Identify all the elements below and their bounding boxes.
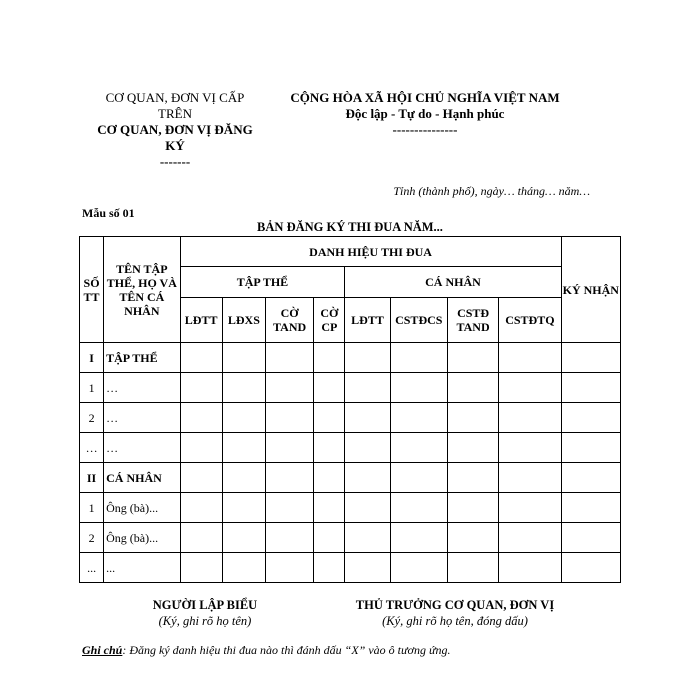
row-stt: ... — [80, 553, 104, 583]
mark-cell[interactable] — [345, 373, 390, 403]
row-name: … — [104, 403, 180, 433]
head-instruction: (Ký, ghi rõ họ tên, đóng dấu) — [382, 614, 528, 628]
registering-agency-line2: KÝ — [165, 138, 185, 153]
header-emulation-titles: DANH HIỆU THI ĐUA — [180, 237, 561, 267]
mark-cell[interactable] — [447, 373, 498, 403]
mark-cell[interactable] — [499, 523, 561, 553]
national-title: CỘNG HÒA XÃ HỘI CHỦ NGHĨA VIỆT NAM — [290, 90, 560, 105]
national-heading-block — [280, 90, 570, 138]
mark-cell[interactable] — [180, 373, 222, 403]
mark-cell[interactable] — [314, 373, 345, 403]
table-row — [80, 343, 621, 373]
mark-cell[interactable] — [345, 403, 390, 433]
mark-cell[interactable] — [345, 493, 390, 523]
mark-cell[interactable] — [314, 523, 345, 553]
row-name: … — [104, 373, 180, 403]
sign-cell[interactable] — [561, 553, 620, 583]
mark-cell[interactable] — [180, 463, 222, 493]
mark-cell[interactable] — [447, 403, 498, 433]
mark-cell[interactable] — [447, 343, 498, 373]
mark-cell[interactable] — [180, 343, 222, 373]
footnote-text: : Đăng ký danh hiệu thi đua nào thì đánh dấu “X” vào ô tương ứng. — [122, 643, 451, 657]
mark-cell[interactable] — [447, 553, 498, 583]
mark-cell[interactable] — [265, 343, 313, 373]
table-row — [80, 403, 621, 433]
mark-cell[interactable] — [180, 493, 222, 523]
head-title: THỦ TRƯỞNG CƠ QUAN, ĐƠN VỊ — [355, 598, 555, 612]
row-stt: I — [80, 343, 104, 373]
mark-cell[interactable] — [390, 553, 447, 583]
mark-cell[interactable] — [265, 493, 313, 523]
row-stt: II — [80, 463, 104, 493]
table-row — [80, 373, 621, 403]
header-collective-ldtt: LĐTT — [180, 298, 222, 343]
row-name: ... — [104, 553, 180, 583]
mark-cell[interactable] — [180, 553, 222, 583]
mark-cell[interactable] — [390, 343, 447, 373]
table-row — [80, 463, 621, 493]
header-individual-cstdcs: CSTĐCS — [390, 298, 447, 343]
mark-cell[interactable] — [180, 403, 222, 433]
mark-cell[interactable] — [447, 433, 498, 463]
sign-cell[interactable] — [561, 463, 620, 493]
sign-cell[interactable] — [561, 403, 620, 433]
mark-cell[interactable] — [222, 523, 265, 553]
mark-cell[interactable] — [345, 553, 390, 583]
place-date-line: Tỉnh (thành phố), ngày… tháng… năm… — [393, 184, 590, 198]
header-collective-co-tand: CỜ TAND — [265, 298, 313, 343]
header-name: TÊN TẬP THỂ, HỌ VÀ TÊN CÁ NHÂN — [104, 237, 180, 343]
agency-divider: ------- — [159, 154, 191, 169]
mark-cell[interactable] — [222, 343, 265, 373]
header-collective-ldxs: LĐXS — [222, 298, 265, 343]
row-name: Ông (bà)... — [104, 523, 180, 553]
header-individual-cstd-tand: CSTĐ TAND — [447, 298, 498, 343]
mark-cell[interactable] — [499, 463, 561, 493]
registration-table — [79, 236, 621, 583]
header-individual-cstdtq: CSTĐTQ — [499, 298, 561, 343]
parent-agency-line2: TRÊN — [158, 106, 192, 121]
header-sign: KÝ NHẬN — [561, 237, 620, 343]
row-stt: 1 — [80, 493, 104, 523]
mark-cell[interactable] — [222, 553, 265, 583]
sign-cell[interactable] — [561, 433, 620, 463]
row-stt: 1 — [80, 373, 104, 403]
mark-cell[interactable] — [314, 553, 345, 583]
table-row — [80, 433, 621, 463]
row-name: … — [104, 433, 180, 463]
mark-cell[interactable] — [222, 463, 265, 493]
row-name: CÁ NHÂN — [104, 463, 180, 493]
mark-cell[interactable] — [345, 523, 390, 553]
header-stt: SỐ TT — [80, 237, 104, 343]
mark-cell[interactable] — [180, 433, 222, 463]
row-name: TẬP THỂ — [104, 343, 180, 373]
mark-cell[interactable] — [222, 373, 265, 403]
mark-cell[interactable] — [390, 433, 447, 463]
mark-cell[interactable] — [265, 553, 313, 583]
mark-cell[interactable] — [499, 553, 561, 583]
mark-cell[interactable] — [390, 493, 447, 523]
document-title: BẢN ĐĂNG KÝ THI ĐUA NĂM... — [257, 220, 443, 234]
mark-cell[interactable] — [499, 373, 561, 403]
sign-cell[interactable] — [561, 343, 620, 373]
mark-cell[interactable] — [265, 433, 313, 463]
table-row — [80, 493, 621, 523]
motto-divider: --------------- — [392, 122, 458, 137]
table-row — [80, 553, 621, 583]
preparer-title: NGƯỜI LẬP BIỂU — [152, 598, 258, 612]
mark-cell[interactable] — [345, 343, 390, 373]
header-individual-ldtt: LĐTT — [345, 298, 390, 343]
mark-cell[interactable] — [447, 523, 498, 553]
footnote — [82, 643, 451, 658]
mark-cell[interactable] — [265, 463, 313, 493]
sign-cell[interactable] — [561, 523, 620, 553]
mark-cell[interactable] — [265, 373, 313, 403]
mark-cell[interactable] — [345, 433, 390, 463]
issuing-agency-block — [80, 90, 270, 170]
footnote-label: Ghi chú — [82, 643, 123, 657]
mark-cell[interactable] — [447, 493, 498, 523]
mark-cell[interactable] — [180, 523, 222, 553]
national-motto: Độc lập - Tự do - Hạnh phúc — [345, 106, 505, 121]
mark-cell[interactable] — [447, 463, 498, 493]
registering-agency-line1: CƠ QUAN, ĐƠN VỊ ĐĂNG — [97, 122, 253, 137]
mark-cell[interactable] — [390, 463, 447, 493]
mark-cell[interactable] — [314, 403, 345, 433]
preparer-signature-block — [130, 597, 280, 629]
form-number: Mẫu số 01 — [82, 206, 135, 220]
mark-cell[interactable] — [314, 343, 345, 373]
mark-cell[interactable] — [499, 493, 561, 523]
mark-cell[interactable] — [222, 403, 265, 433]
head-signature-block — [330, 597, 580, 629]
table-row — [80, 523, 621, 553]
header-individual: CÁ NHÂN — [345, 267, 561, 298]
mark-cell[interactable] — [345, 463, 390, 493]
row-name: Ông (bà)... — [104, 493, 180, 523]
mark-cell[interactable] — [265, 403, 313, 433]
row-stt: 2 — [80, 523, 104, 553]
mark-cell[interactable] — [222, 493, 265, 523]
mark-cell[interactable] — [390, 373, 447, 403]
sign-cell[interactable] — [561, 493, 620, 523]
row-stt: … — [80, 433, 104, 463]
row-stt: 2 — [80, 403, 104, 433]
mark-cell[interactable] — [499, 343, 561, 373]
preparer-instruction: (Ký, ghi rõ họ tên) — [158, 614, 252, 628]
mark-cell[interactable] — [499, 403, 561, 433]
sign-cell[interactable] — [561, 373, 620, 403]
mark-cell[interactable] — [390, 403, 447, 433]
header-collective-co-cp: CỜ CP — [314, 298, 345, 343]
mark-cell[interactable] — [314, 433, 345, 463]
mark-cell[interactable] — [265, 523, 313, 553]
mark-cell[interactable] — [222, 433, 265, 463]
mark-cell[interactable] — [390, 523, 447, 553]
mark-cell[interactable] — [314, 463, 345, 493]
mark-cell[interactable] — [314, 493, 345, 523]
parent-agency-line1: CƠ QUAN, ĐƠN VỊ CẤP — [105, 90, 245, 105]
header-collective: TẬP THỂ — [180, 267, 345, 298]
mark-cell[interactable] — [499, 433, 561, 463]
